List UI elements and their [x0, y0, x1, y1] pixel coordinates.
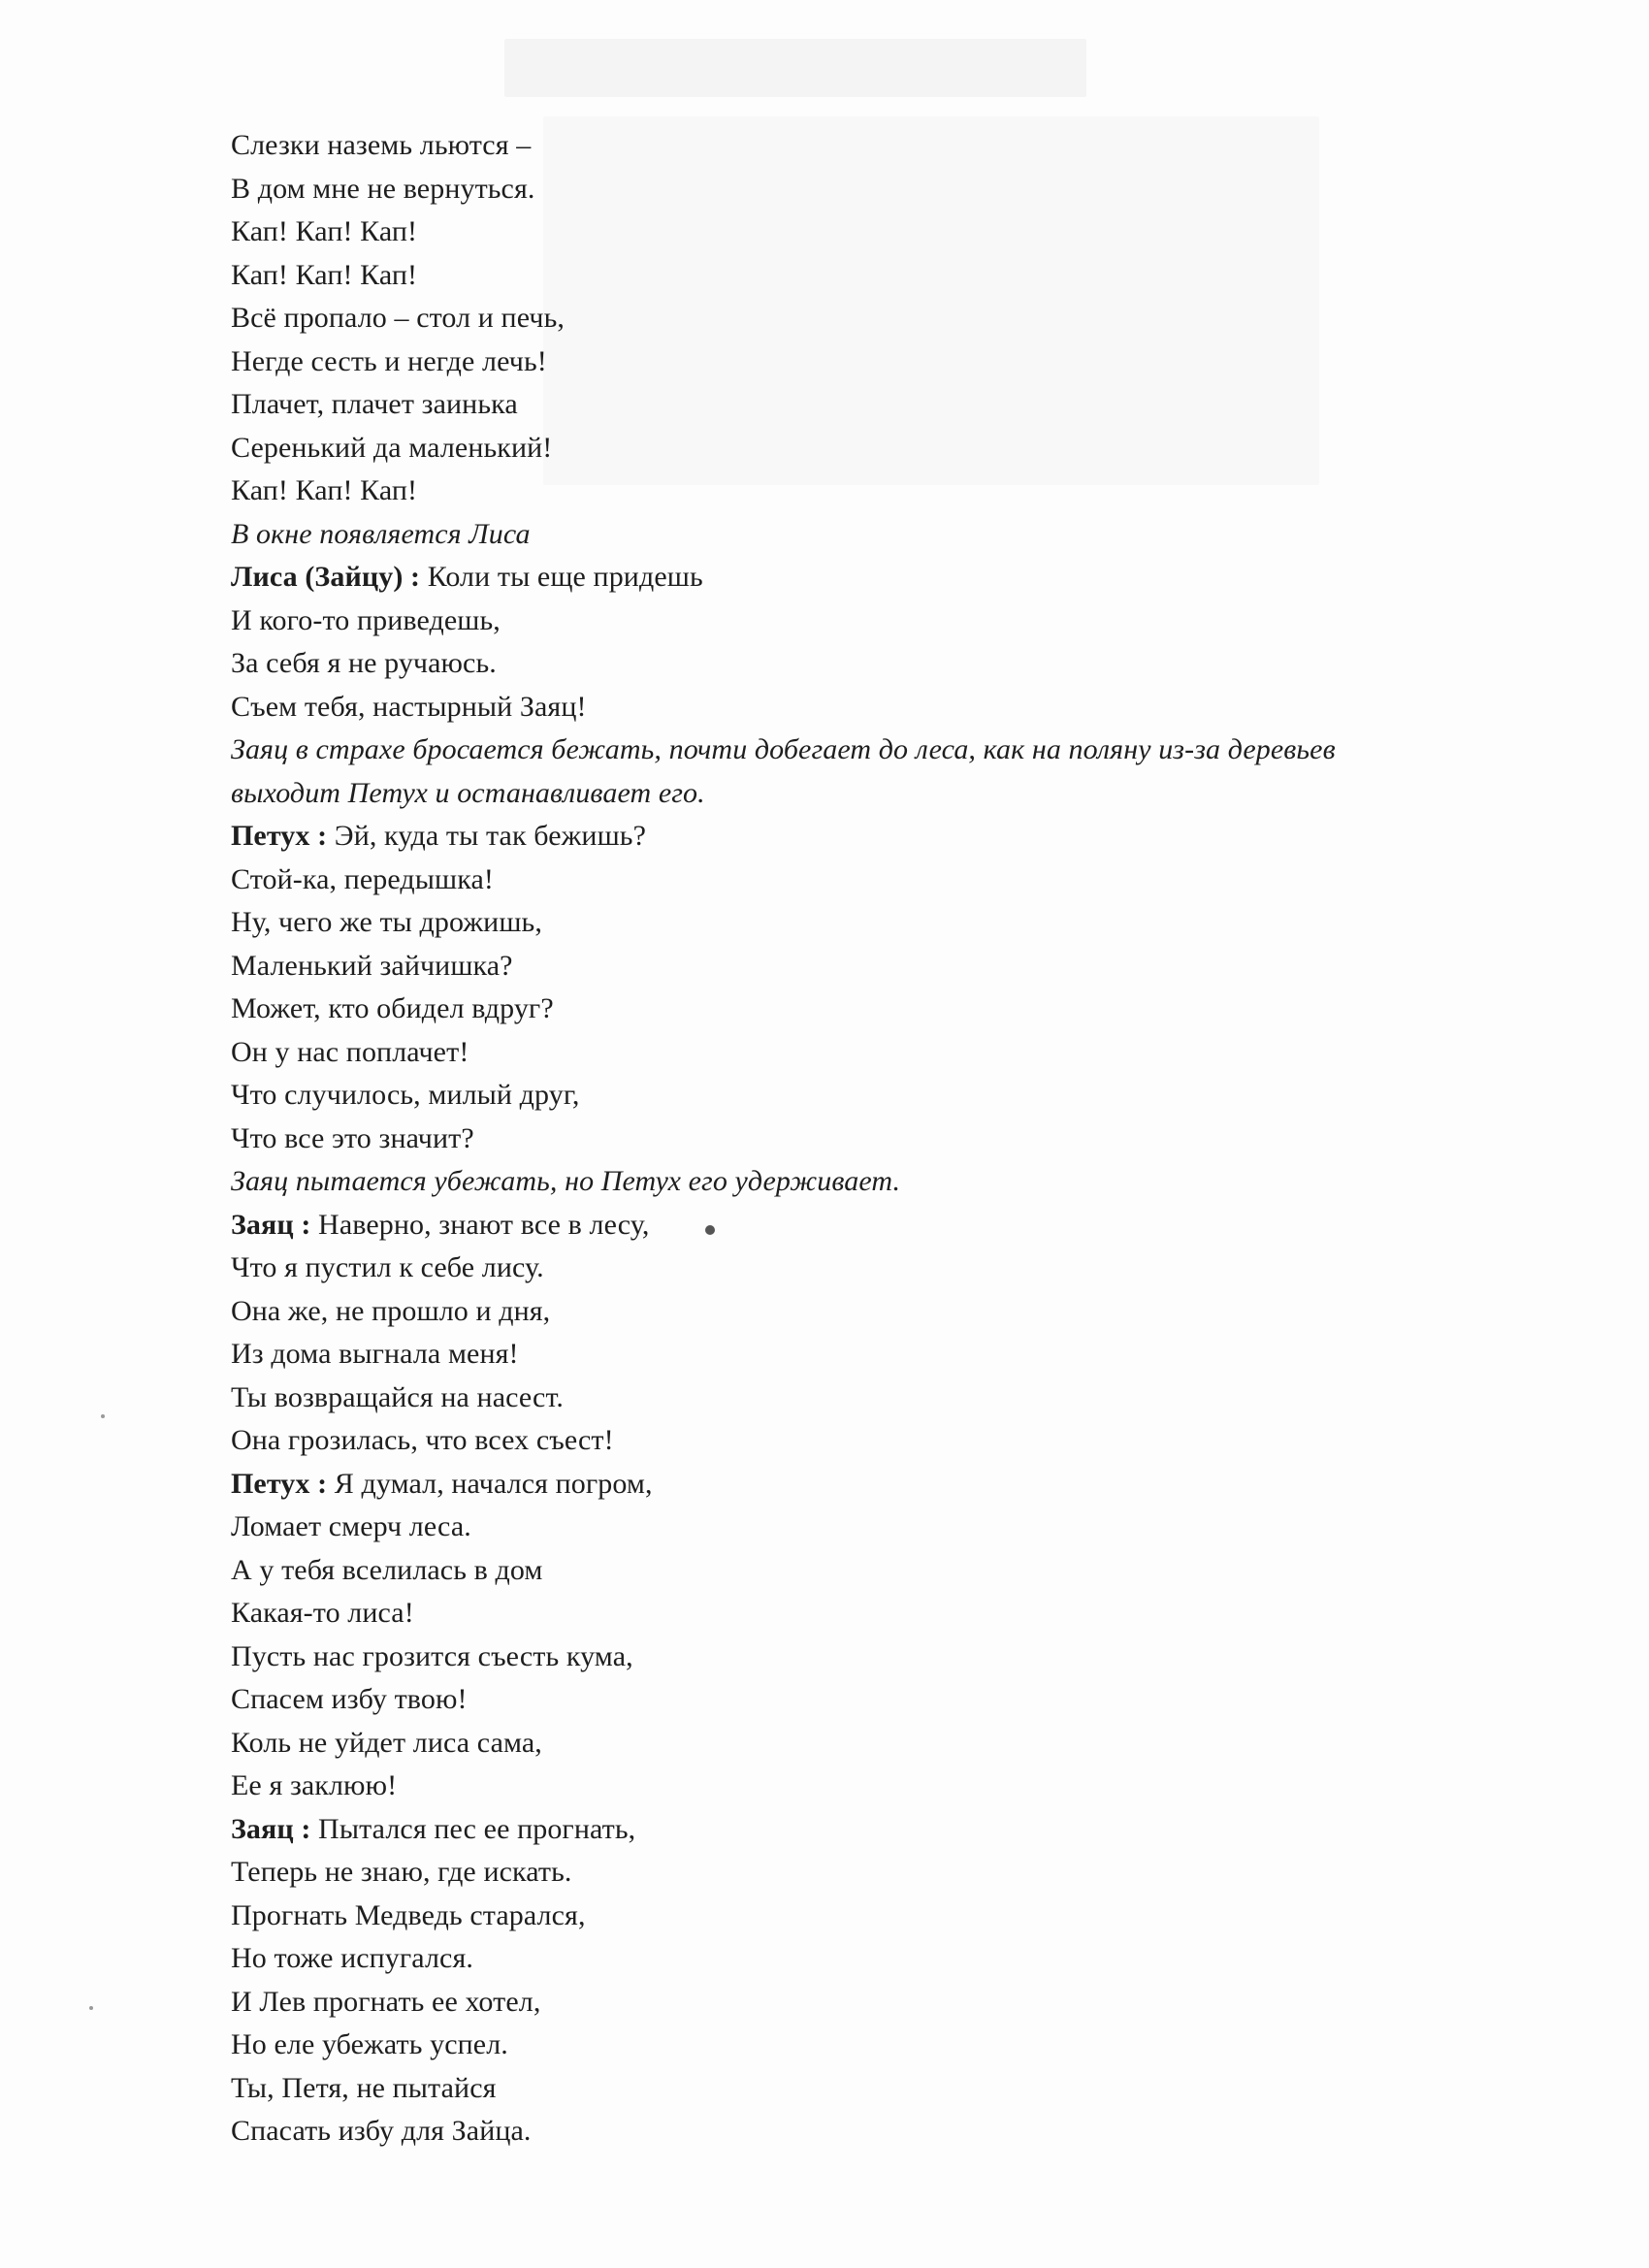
speech-text: Эй, куда ты так бежишь?: [327, 820, 646, 852]
verse-line: Какая-то лиса!: [231, 1597, 414, 1629]
speech-text: Пытался пес ее прогнать,: [310, 1812, 636, 1845]
verse-line: Он у нас поплачет!: [231, 1035, 469, 1068]
speaker-name: Заяц :: [231, 1208, 311, 1241]
verse-line: Ломает смерч леса.: [231, 1510, 471, 1542]
verse-line: Кап! Кап! Кап!: [231, 258, 418, 291]
verse-line: Ее я заклюю!: [231, 1769, 398, 1801]
speech-line: [231, 1808, 1492, 1852]
speech-line: [231, 815, 1492, 859]
speaker-name: Петух :: [231, 820, 328, 852]
verse-line: Из дома выгнала меня!: [231, 1338, 519, 1370]
verse-line: Спасать избу для Зайца.: [231, 2115, 532, 2147]
verse-line: А у тебя вселилась в дом: [231, 1553, 543, 1586]
verse-line: Плачет, плачет заинька: [231, 388, 518, 420]
speaker-name: Заяц :: [231, 1812, 311, 1845]
speech-line: [231, 556, 1492, 599]
verse-line: Ты возвращайся на насест.: [231, 1380, 565, 1413]
verse-line: И кого-то приведешь,: [231, 603, 501, 636]
speaker-name: Петух :: [231, 1467, 328, 1500]
verse-line: Теперь не знаю, где искать.: [231, 1856, 572, 1888]
speech-text: Наверно, знают все в лесу,: [310, 1208, 650, 1241]
scan-speck: [101, 1414, 105, 1418]
stage-direction: Заяц пытается убежать, но Петух его удерживает.: [231, 1165, 901, 1197]
scan-shadow: [504, 39, 1086, 97]
verse-line: Что все это значит?: [231, 1121, 474, 1154]
speech-text: Коли ты еще придешь: [420, 561, 703, 593]
speech-line: [231, 1204, 1492, 1247]
verse-line: В дом мне не вернуться.: [231, 172, 535, 205]
verse-line: Пусть нас грозится съесть кума,: [231, 1639, 633, 1672]
verse-line: Коль не уйдет лиса сама,: [231, 1726, 542, 1759]
script-text: [231, 124, 1492, 2154]
verse-line: Она же, не прошло и дня,: [231, 1294, 551, 1327]
verse-line: Кап! Кап! Кап!: [231, 215, 418, 247]
verse-line: Серенький да маленький!: [231, 431, 553, 464]
verse-line: Всё пропало – стол и печь,: [231, 302, 565, 334]
stage-direction: В окне появляется Лиса: [231, 517, 531, 550]
verse-line: Но еле убежать успел.: [231, 2028, 508, 2060]
verse-line: Слезки наземь льются –: [231, 129, 532, 161]
verse-line: Стой-ка, передышка!: [231, 862, 494, 895]
stage-direction: выходит Петух и останавливает его.: [231, 776, 705, 809]
verse-line: Ну, чего же ты дрожишь,: [231, 906, 542, 938]
speech-line: [231, 1463, 1492, 1507]
verse-line: Но тоже испугался.: [231, 1942, 473, 1974]
speaker-name: Лиса (Зайцу) :: [231, 561, 421, 593]
verse-line: И Лев прогнать ее хотел,: [231, 1985, 541, 2018]
verse-line: Что я пустил к себе лису.: [231, 1251, 544, 1283]
verse-line: За себя я не ручаюсь.: [231, 647, 497, 679]
verse-line: Может, кто обидел вдруг?: [231, 992, 554, 1024]
speech-text: Я думал, начался погром,: [327, 1467, 653, 1500]
verse-line: Ты, Петя, не пытайся: [231, 2071, 497, 2104]
verse-line: Прогнать Медведь старался,: [231, 1898, 586, 1931]
verse-line: Кап! Кап! Кап!: [231, 474, 418, 506]
stage-direction: Заяц в страхе бросается бежать, почти добегает до леса, как на поляну из-за деревьев: [231, 733, 1336, 765]
verse-line: Маленький зайчишка?: [231, 949, 513, 982]
verse-line: Она грозилась, что всех съест!: [231, 1424, 614, 1456]
verse-line: Негде сесть и негде лечь!: [231, 344, 547, 377]
verse-line: Спасем избу твою!: [231, 1683, 468, 1715]
verse-line: Съем тебя, настырный Заяц!: [231, 690, 587, 723]
verse-line: Что случилось, милый друг,: [231, 1079, 580, 1111]
scan-speck: [89, 2006, 93, 2010]
